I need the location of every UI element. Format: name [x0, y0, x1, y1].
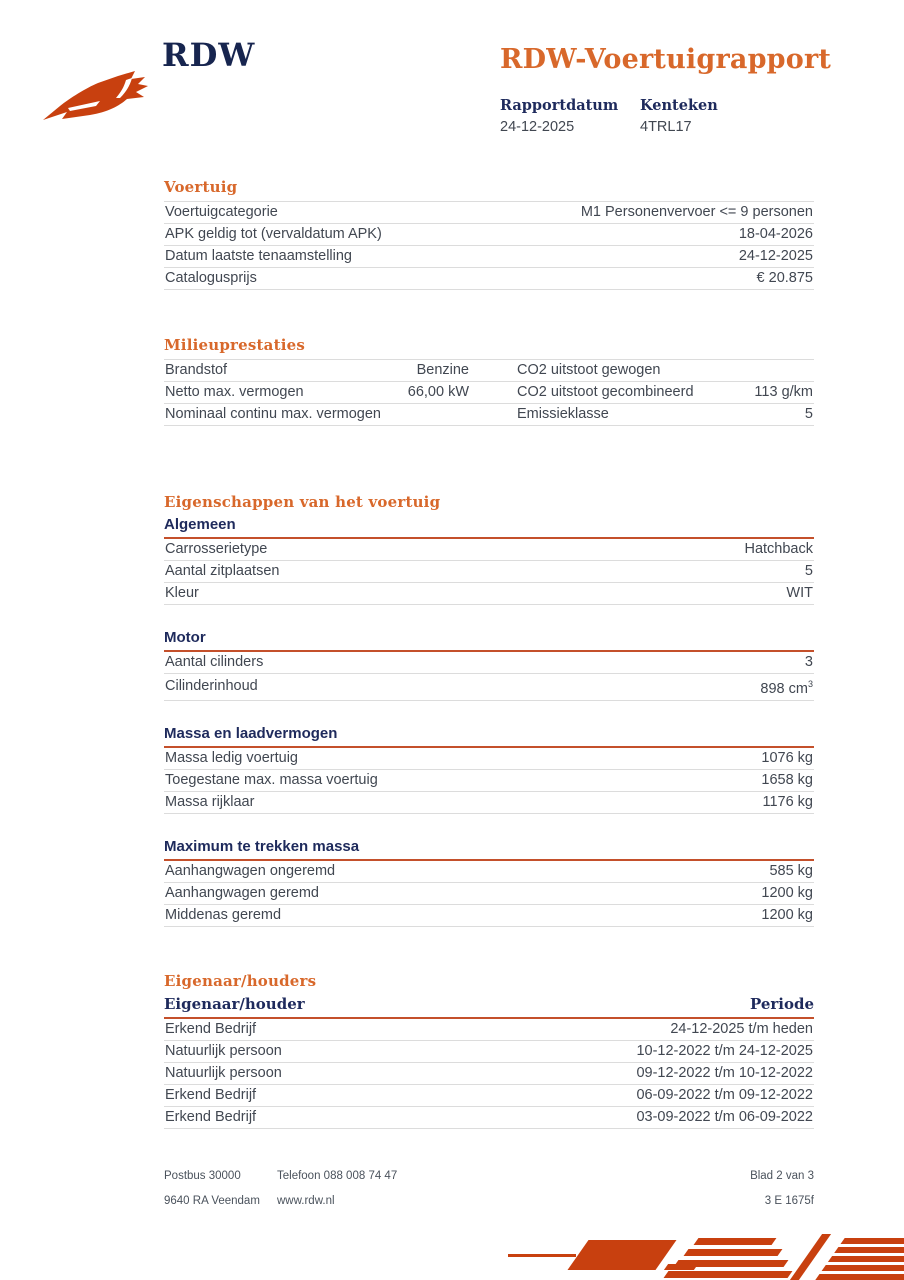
- row-label: Brandstof: [164, 360, 406, 382]
- subsection-title-motor: Motor: [164, 629, 814, 652]
- footer-address-2: 9640 RA Veendam: [164, 1195, 260, 1207]
- owner-cell: Erkend Bedrijf: [164, 1106, 424, 1128]
- period-cell: 24-12-2025 t/m heden: [424, 1019, 814, 1041]
- row-value: WIT: [569, 583, 814, 605]
- rdw-logo-text: RDW: [162, 36, 256, 74]
- row-label: Kleur: [164, 583, 569, 605]
- footer-line-2: [164, 1195, 814, 1207]
- table-row: [164, 882, 814, 904]
- row-value: 898 $cm^3$: [585, 674, 814, 701]
- row-label: Aanhangwagen geremd: [164, 882, 660, 904]
- row-value: 24-12-2025: [478, 246, 814, 268]
- table-row: [164, 1019, 814, 1041]
- subsection-title-trekken: Maximum te trekken massa: [164, 838, 814, 861]
- row-value: 66,00 kW: [406, 382, 470, 404]
- footer-website: www.rdw.nl: [277, 1195, 335, 1207]
- table-row: [164, 652, 814, 674]
- section-heading-eigenaar: Eigenaar/houders: [164, 971, 317, 990]
- owner-cell: Natuurlijk persoon: [164, 1040, 424, 1062]
- row-value: [718, 360, 814, 382]
- row-label: Catalogusprijs: [164, 268, 478, 290]
- row-label: Carrosserietype: [164, 539, 569, 561]
- table-row: [164, 1040, 814, 1062]
- table-row: [164, 202, 814, 224]
- table-row: [164, 561, 814, 583]
- subsection-title-massa: Massa en laadvermogen: [164, 725, 814, 748]
- column-header-owner: Eigenaar/houder: [164, 994, 305, 1013]
- row-value: 5: [718, 404, 814, 426]
- eigenaar-table: [164, 1019, 814, 1129]
- section-heading-voertuig: Voertuig: [164, 178, 238, 196]
- table-row: [164, 1062, 814, 1084]
- period-cell: 09-12-2022 t/m 10-12-2022: [424, 1062, 814, 1084]
- owner-cell: Erkend Bedrijf: [164, 1084, 424, 1106]
- table-row: [164, 583, 814, 605]
- stripe: [664, 1271, 793, 1278]
- footer-address-1: Postbus 30000: [164, 1170, 241, 1182]
- row-value: [406, 404, 470, 426]
- eigenaar-table-header: [164, 995, 814, 1019]
- table-row: [164, 861, 814, 883]
- table-row: [164, 246, 814, 268]
- row-label: Emissieklasse: [516, 404, 718, 426]
- period-cell: 10-12-2022 t/m 24-12-2025: [424, 1040, 814, 1062]
- page-footer: [164, 1170, 814, 1220]
- stripe: [567, 1240, 676, 1270]
- table-row: [164, 904, 814, 926]
- table-row: [164, 404, 814, 426]
- table-row: [164, 539, 814, 561]
- table-row: [164, 791, 814, 813]
- row-label: Netto max. vermogen: [164, 382, 406, 404]
- row-label: Cilinderinhoud: [164, 674, 585, 701]
- owner-cell: Erkend Bedrijf: [164, 1019, 424, 1041]
- report-content: [164, 178, 814, 1129]
- table-row: [164, 1084, 814, 1106]
- row-label: Voertuigcategorie: [164, 202, 478, 224]
- row-label: Massa ledig voertuig: [164, 748, 684, 770]
- subsection-title-algemeen: Algemeen: [164, 516, 814, 539]
- row-label: Aantal zitplaatsen: [164, 561, 569, 583]
- milieuprestaties-table: [164, 359, 814, 426]
- page-title: RDW-Voertuigrapport: [500, 44, 832, 75]
- column-header-period: Periode: [749, 994, 814, 1013]
- row-value: 1200 kg: [660, 904, 814, 926]
- striped-block: [815, 1238, 904, 1280]
- row-value: Hatchback: [569, 539, 814, 561]
- report-title-block: [500, 44, 860, 135]
- voertuig-table: [164, 201, 814, 290]
- footer-doc-code: 3 E 1675f: [764, 1195, 814, 1207]
- row-value: 18-04-2026: [478, 224, 814, 246]
- row-value: 1076 kg: [684, 748, 814, 770]
- superscript: 3: [807, 679, 813, 689]
- massa-table: [164, 748, 814, 814]
- rdw-speed-stripes-graphic: [500, 1232, 904, 1280]
- report-date-label: Rapportdatum: [500, 97, 619, 114]
- row-value: 1200 kg: [660, 882, 814, 904]
- row-value: M1 Personenvervoer <= 9 personen: [478, 202, 814, 224]
- row-value: 113 g/km: [718, 382, 814, 404]
- stripe: [508, 1254, 576, 1257]
- row-value: 1658 kg: [684, 769, 814, 791]
- row-label: Aantal cilinders: [164, 652, 585, 674]
- footer-phone: Telefoon 088 008 74 47: [277, 1170, 398, 1182]
- kenteken-value: 4TRL17: [640, 119, 692, 135]
- table-row: [164, 224, 814, 246]
- period-cell: 06-09-2022 t/m 09-12-2022: [424, 1084, 814, 1106]
- row-label: Aanhangwagen ongeremd: [164, 861, 660, 883]
- motor-table: [164, 652, 814, 701]
- row-value: 585 kg: [660, 861, 814, 883]
- row-label: APK geldig tot (vervaldatum APK): [164, 224, 478, 246]
- row-value: € 20.875: [478, 268, 814, 290]
- row-label: CO2 uitstoot gewogen: [516, 360, 718, 382]
- table-row: [164, 382, 814, 404]
- table-row: [164, 1106, 814, 1128]
- rdw-feather-icon: [40, 56, 150, 126]
- stripe: [674, 1260, 789, 1267]
- row-label: Toegestane max. massa voertuig: [164, 769, 684, 791]
- section-heading-eigenschappen: Eigenschappen van het voertuig: [164, 493, 441, 511]
- stripe: [694, 1238, 777, 1245]
- period-cell: 03-09-2022 t/m 06-09-2022: [424, 1106, 814, 1128]
- kenteken-label: Kenteken: [640, 97, 718, 114]
- stripe: [684, 1249, 783, 1256]
- row-label: CO2 uitstoot gecombineerd: [516, 382, 718, 404]
- table-row: [164, 674, 814, 701]
- report-date: [500, 97, 630, 135]
- kenteken: [640, 97, 770, 135]
- footer-page-number: Blad 2 van 3: [750, 1170, 814, 1182]
- section-heading-milieuprestaties: Milieuprestaties: [164, 336, 305, 354]
- row-label: Middenas geremd: [164, 904, 660, 926]
- owner-cell: Natuurlijk persoon: [164, 1062, 424, 1084]
- footer-line-1: [164, 1170, 814, 1182]
- row-label: Datum laatste tenaamstelling: [164, 246, 478, 268]
- row-value: 5: [569, 561, 814, 583]
- row-label: Massa rijklaar: [164, 791, 684, 813]
- row-value: Benzine: [406, 360, 470, 382]
- table-row: [164, 748, 814, 770]
- row-label: Nominaal continu max. vermogen: [164, 404, 406, 426]
- row-value: 3: [585, 652, 814, 674]
- report-date-value: 24-12-2025: [500, 119, 575, 135]
- table-row: [164, 360, 814, 382]
- table-row: [164, 268, 814, 290]
- algemeen-table: [164, 539, 814, 605]
- row-value: 1176 kg: [684, 791, 814, 813]
- trekken-table: [164, 861, 814, 927]
- table-row: [164, 769, 814, 791]
